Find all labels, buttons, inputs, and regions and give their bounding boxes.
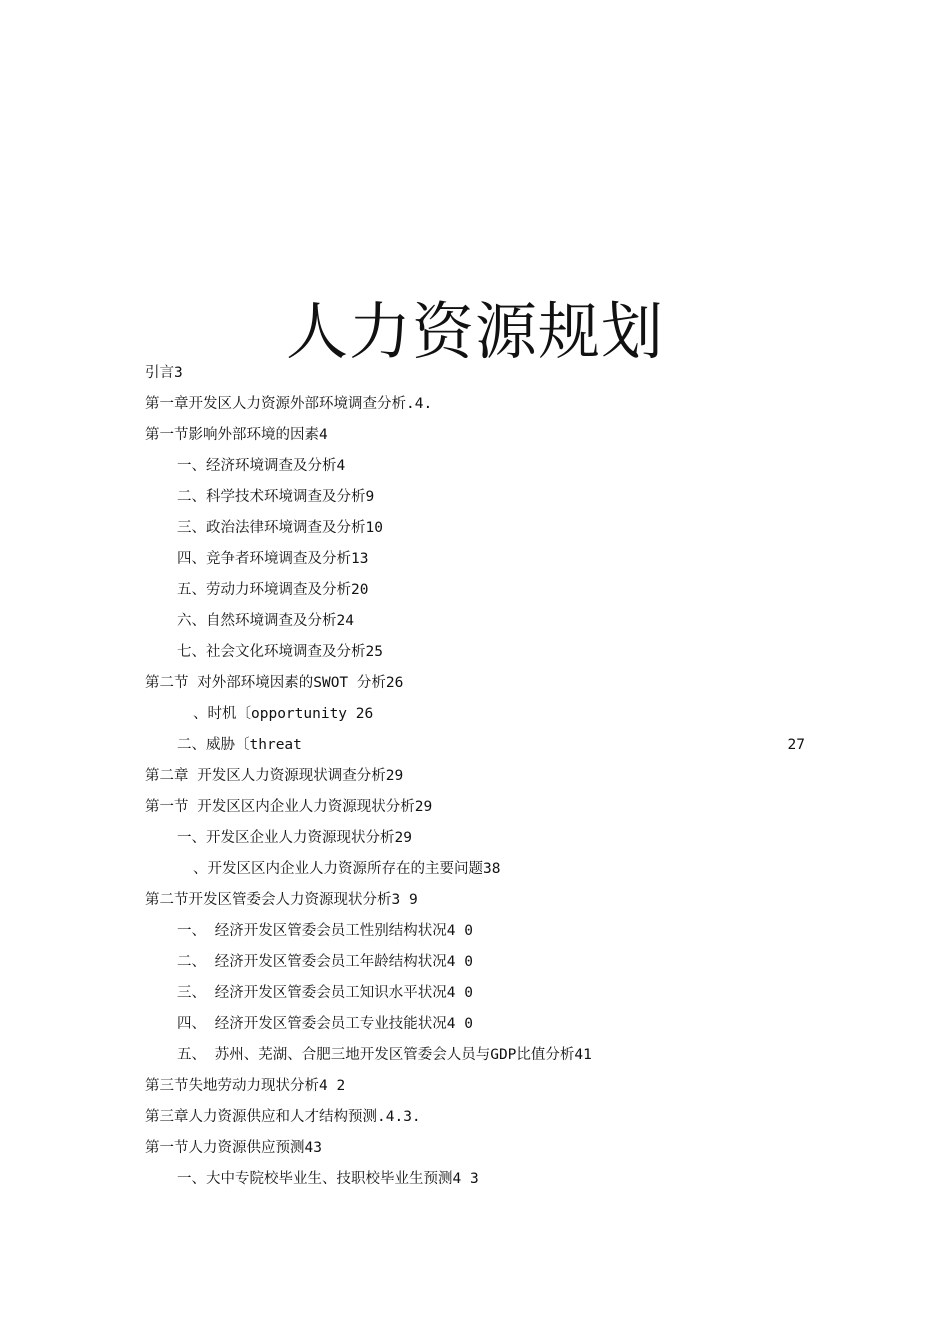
toc-entry [145, 982, 825, 1013]
toc-entry [145, 765, 825, 796]
toc-entry-text: 四、竞争者环境调查及分析13 [177, 551, 369, 567]
toc-entry [145, 1013, 825, 1044]
toc-entry [145, 486, 825, 517]
toc-entry [145, 1168, 825, 1199]
toc-entry-text: 第二章 开发区人力资源现状调查分析29 [145, 768, 404, 784]
toc-entry-text: 一、 经济开发区管委会员工性别结构状况4 0 [177, 923, 473, 939]
toc-entry-text: 第一节 开发区区内企业人力资源现状分析29 [145, 799, 433, 815]
toc-entry [145, 703, 825, 734]
toc-entry [145, 1044, 825, 1075]
toc-entry [145, 455, 825, 486]
toc-entry-text: 第二节开发区管委会人力资源现状分析3 9 [145, 892, 418, 908]
toc-entry [145, 1106, 825, 1137]
toc-page-number: 27 [787, 737, 805, 753]
toc-entry-text: 第一章开发区人力资源外部环境调查分析.4. [145, 396, 433, 412]
toc-entry [145, 641, 825, 672]
toc-entry-text: 一、经济环境调查及分析4 [177, 458, 346, 474]
toc-entry [145, 796, 825, 827]
toc-entry-text: 七、社会文化环境调查及分析25 [177, 644, 383, 660]
toc-entry-text: 二、科学技术环境调查及分析9 [177, 489, 375, 505]
toc-entry-text: 六、自然环境调查及分析24 [177, 613, 354, 629]
toc-entry-text: 五、劳动力环境调查及分析20 [177, 582, 369, 598]
toc-entry [145, 424, 825, 455]
toc-entry-text: 第二节 对外部环境因素的SWOT 分析26 [145, 675, 404, 691]
toc-entry-text: 一、大中专院校毕业生、技职校毕业生预测4 3 [177, 1171, 479, 1187]
toc-entry [145, 362, 825, 393]
toc-entry-text: 三、政治法律环境调查及分析10 [177, 520, 383, 536]
toc-entry-text: 第一节影响外部环境的因素4 [145, 427, 328, 443]
toc-entry [145, 517, 825, 548]
toc-entry [145, 548, 825, 579]
toc-entry [145, 1137, 825, 1168]
toc-entry-text: 四、 经济开发区管委会员工专业技能状况4 0 [177, 1016, 473, 1032]
toc-entry-text: 三、 经济开发区管委会员工知识水平状况4 0 [177, 985, 473, 1001]
toc-entry-text: 二、 经济开发区管委会员工年龄结构状况4 0 [177, 954, 473, 970]
document-title: 人力资源规划 [285, 295, 664, 368]
toc-entry-text: 第一节人力资源供应预测43 [145, 1140, 322, 1156]
toc-entry [145, 889, 825, 920]
toc-entry [145, 734, 825, 765]
toc-entry-text: 第三章人力资源供应和人才结构预测.4.3. [145, 1109, 421, 1125]
toc-entry-text: 二、威胁〔threat [177, 737, 302, 753]
toc-entry-text: 、开发区区内企业人力资源所存在的主要问题38 [193, 861, 501, 877]
toc-entry-text: 五、 苏州、芜湖、合肥三地开发区管委会人员与GDP比值分析41 [177, 1047, 592, 1063]
toc-entry-text: 引言3 [145, 365, 183, 381]
toc-entry [145, 393, 825, 424]
toc-entry [145, 579, 825, 610]
toc-entry [145, 920, 825, 951]
toc-entry [145, 827, 825, 858]
toc-entry [145, 672, 825, 703]
toc-entry [145, 610, 825, 641]
toc-entry-text: 、时机〔opportunity 26 [193, 706, 374, 722]
toc-entry-text: 一、开发区企业人力资源现状分析29 [177, 830, 412, 846]
toc-entry [145, 951, 825, 982]
toc-entry [145, 1075, 825, 1106]
toc-entry [145, 858, 825, 889]
table-of-contents [145, 362, 825, 1199]
toc-entry-text: 第三节失地劳动力现状分析4 2 [145, 1078, 346, 1094]
